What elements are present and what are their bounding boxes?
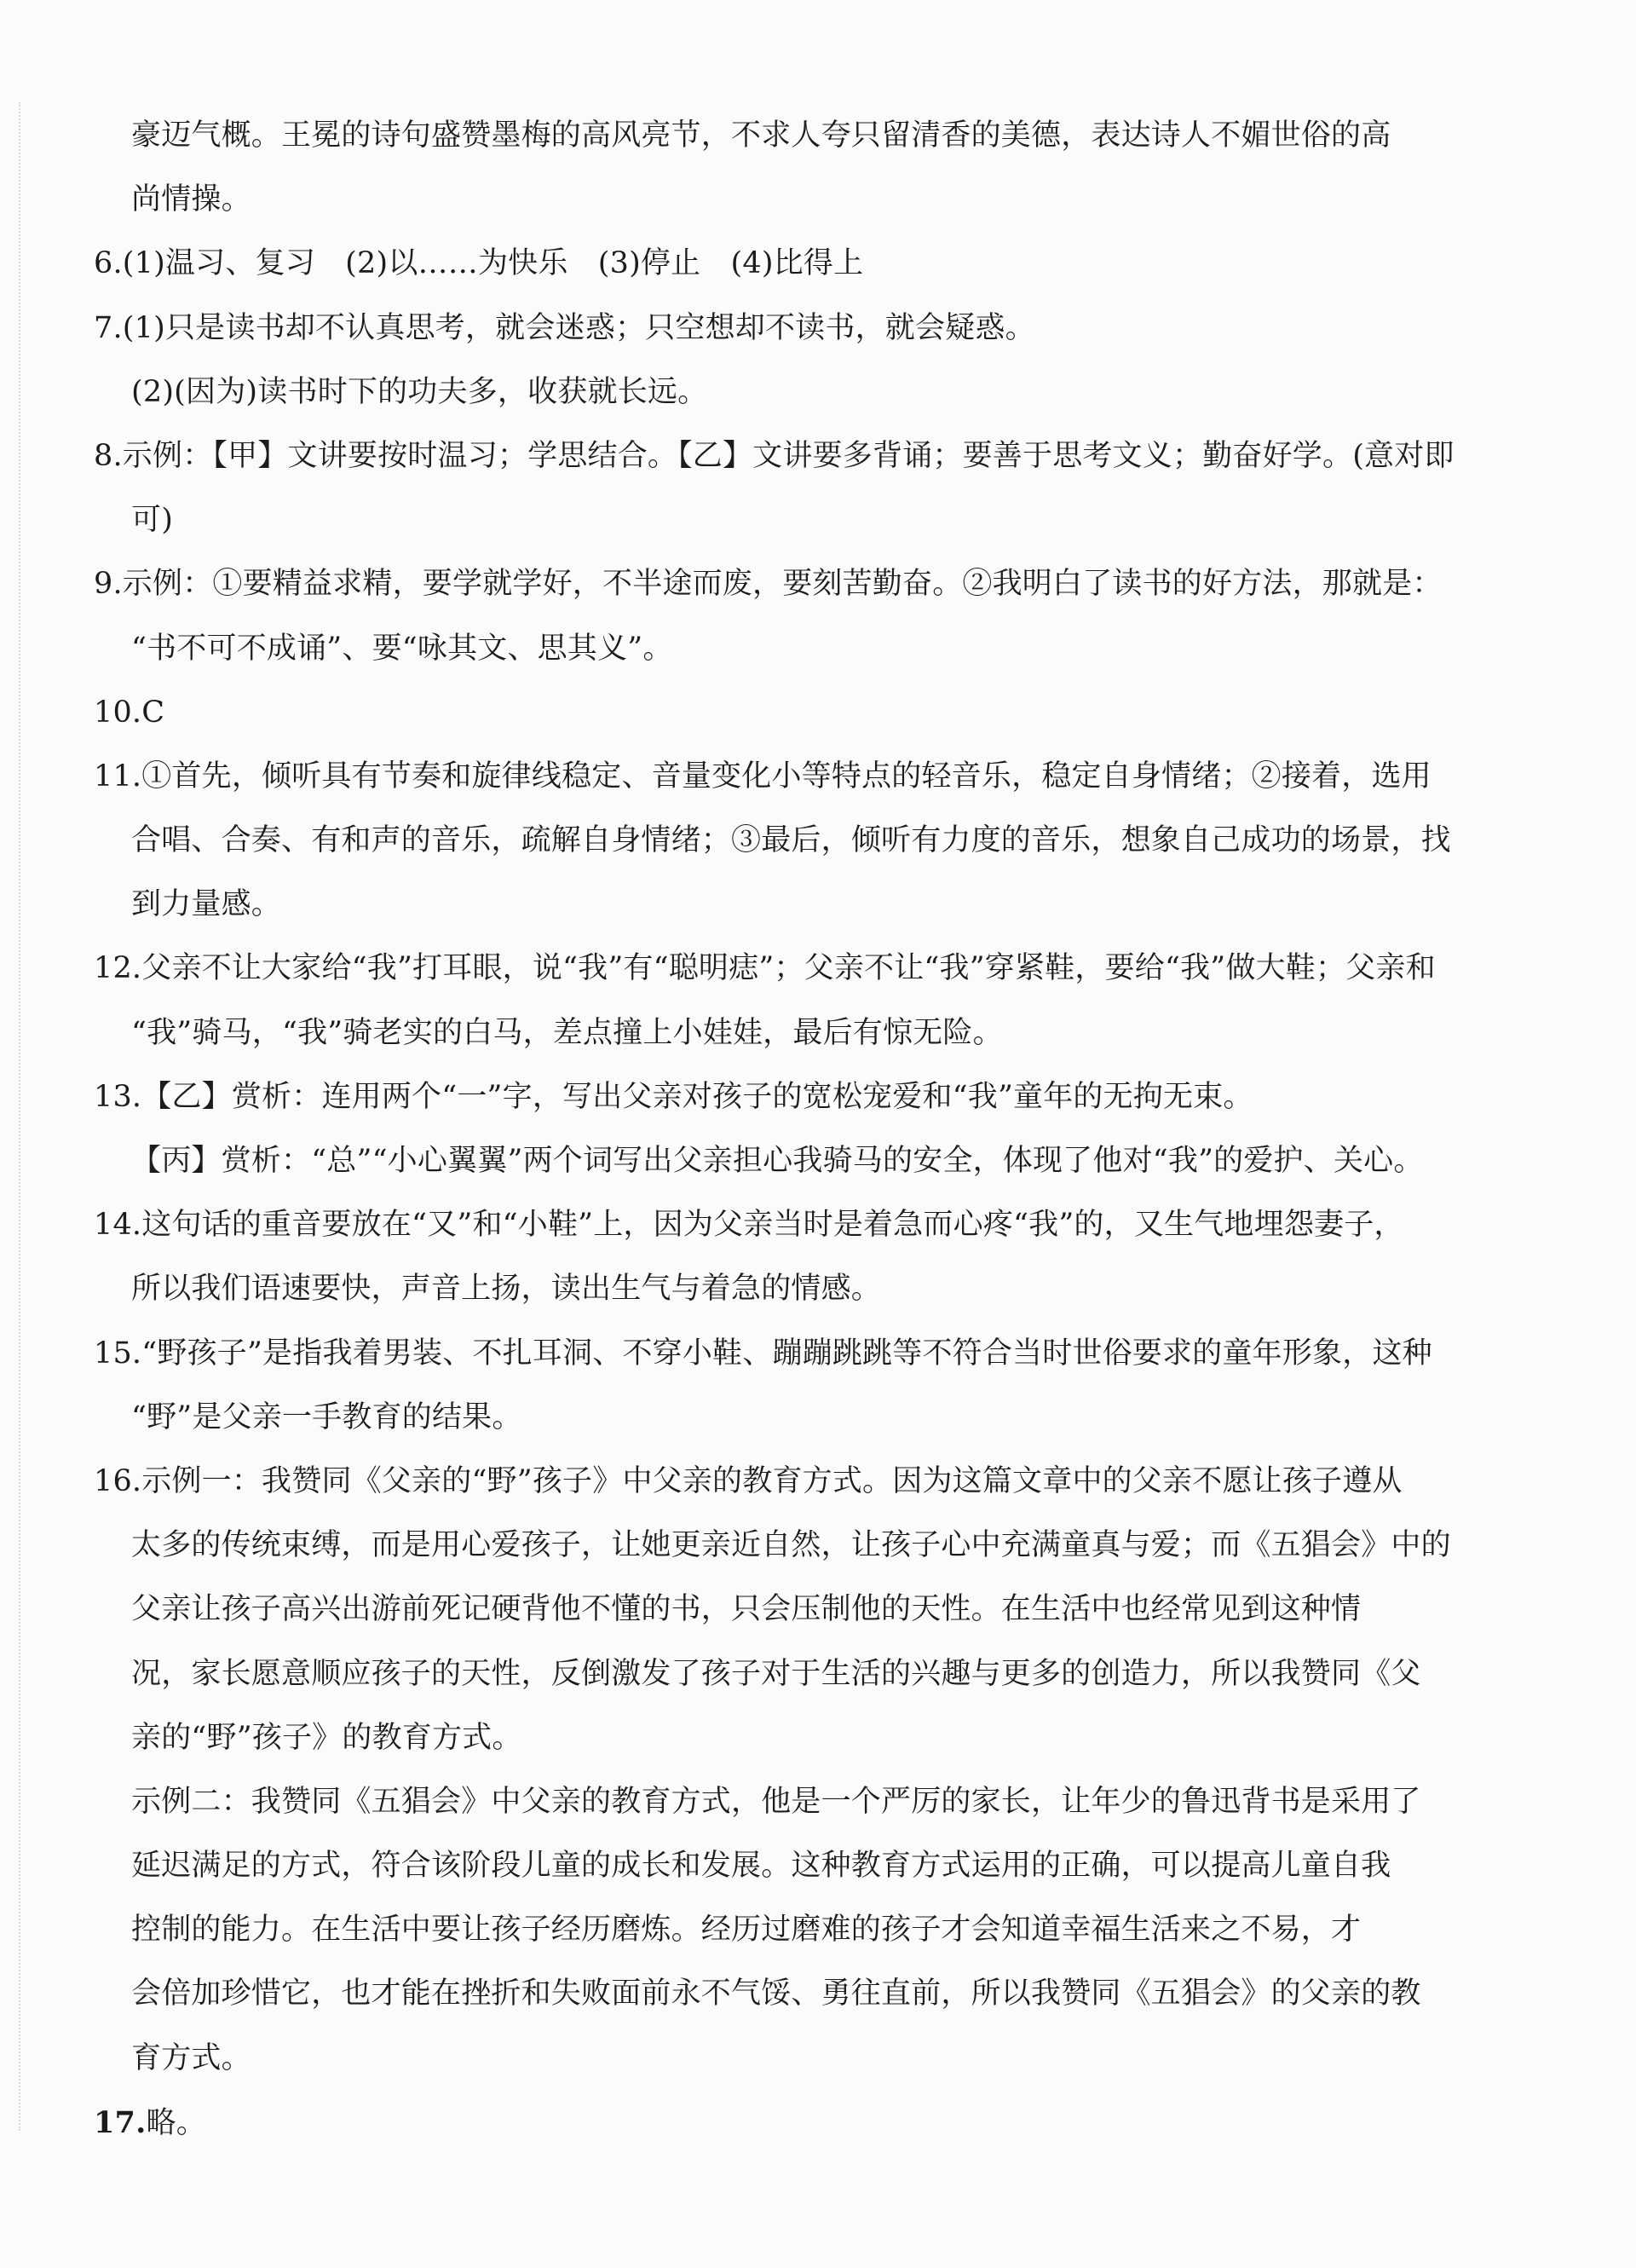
answer-7: 7.(1)只是读书却不认真思考，就会迷惑；只空想却不读书，就会疑惑。 — [94, 310, 1035, 345]
answer-content — [94, 104, 1491, 2155]
text-line: 示例二：我赞同《五猖会》中父亲的教育方式，他是一个严厉的家长，让年少的鲁迅背书是采用了 — [131, 1784, 1421, 1819]
answer-9: 9.示例：①要精益求精，要学就学好，不半途而废，要刻苦勤奋。②我明白了读书的好方法，那就是： — [94, 567, 1443, 602]
question-number: 17. — [94, 2104, 147, 2140]
text-line: 太多的传统束缚，而是用心爱孩子，让她更亲近自然，让孩子心中充满童真与爱；而《五猖会》中的 — [131, 1528, 1451, 1563]
answer-15: 15.“野孩子”是指我着男装、不扎耳洞、不穿小鞋、蹦蹦跳跳等不符合当时世俗要求的童年形象，这种 — [94, 1336, 1432, 1371]
text-line: 况，家长愿意顺应孩子的天性，反倒激发了孩子对于生活的兴趣与更多的创造力，所以我赞同《父 — [131, 1656, 1421, 1691]
answer-10: 10.C — [94, 695, 165, 730]
answer-12: 12.父亲不让大家给“我”打耳眼，说“我”有“聪明痣”；父亲不让“我”穿紧鞋，要给“我”做大鞋；父亲和 — [94, 951, 1436, 986]
text-line: “我”骑马，“我”骑老实的白马，差点撞上小娃娃，最后有惊无险。 — [131, 1015, 1003, 1050]
text-line: 可) — [131, 503, 174, 538]
text-line: 所以我们语速要快，声音上扬，读出生气与着急的情感。 — [131, 1272, 882, 1307]
answer-14: 14.这句话的重音要放在“又”和“小鞋”上，因为父亲当时是着急而心疼“我”的，又生气地埋怨妻子， — [94, 1208, 1404, 1243]
text-line: 尚情操。 — [131, 182, 251, 217]
answer-6: 6.(1)温习、复习 (2)以……为快乐 (3)停止 (4)比得上 — [94, 246, 864, 281]
answer-11: 11.①首先，倾听具有节奏和旋律线稳定、音量变化小等特点的轻音乐，稳定自身情绪；②接着，选用 — [94, 759, 1432, 794]
text-line: 延迟满足的方式，符合该阶段儿童的成长和发展。这种教育方式运用的正确，可以提高儿童自我 — [131, 1849, 1391, 1884]
answer-16: 16.示例一：我赞同《父亲的“野”孩子》中父亲的教育方式。因为这篇文章中的父亲不愿让孩子遵从 — [94, 1463, 1403, 1498]
binding-margin-line — [19, 102, 20, 2131]
text-line: 合唱、合奏、有和声的音乐，疏解自身情绪；③最后，倾听有力度的音乐，想象自己成功的场景，找 — [131, 823, 1451, 858]
answer-text: 略。 — [146, 2105, 206, 2140]
text-line: 育方式。 — [131, 2040, 251, 2075]
text-line: 【丙】赏析：“总”“小心翼翼”两个词写出父亲担心我骑马的安全，体现了他对“我”的爱护、关心。 — [131, 1144, 1424, 1178]
text-line: 父亲让孩子高兴出游前死记硬背他不懂的书，只会压制他的天性。在生活中也经常见到这种情 — [131, 1592, 1362, 1627]
answer-13: 13.【乙】赏析：连用两个“一”字，写出父亲对孩子的宽松宠爱和“我”童年的无拘无束。 — [94, 1079, 1253, 1114]
text-line: (2)(因为)读书时下的功夫多，收获就长远。 — [131, 374, 708, 409]
text-line: 控制的能力。在生活中要让孩子经历磨炼。经历过磨难的孩子才会知道幸福生活来之不易，才 — [131, 1913, 1362, 1948]
text-line: 豪迈气概。王冕的诗句盛赞墨梅的高风亮节，不求人夸只留清香的美德，表达诗人不媚世俗的高 — [131, 118, 1391, 153]
text-line: “野”是父亲一手教育的结果。 — [131, 1399, 522, 1434]
answer-8: 8.示例：【甲】文讲要按时温习；学思结合。【乙】文讲要多背诵；要善于思考文义；勤奋好学。(意对即 — [94, 438, 1455, 473]
text-line: “书不可不成诵”、要“咏其文、思其义”。 — [131, 631, 673, 666]
text-line: 亲的“野”孩子》的教育方式。 — [131, 1720, 522, 1755]
text-line: 会倍加珍惜它，也才能在挫折和失败面前永不气馁、勇往直前，所以我赞同《五猖会》的父亲的教 — [131, 1977, 1421, 2011]
answer-17 — [94, 2091, 1491, 2155]
text-line: 到力量感。 — [131, 887, 282, 922]
